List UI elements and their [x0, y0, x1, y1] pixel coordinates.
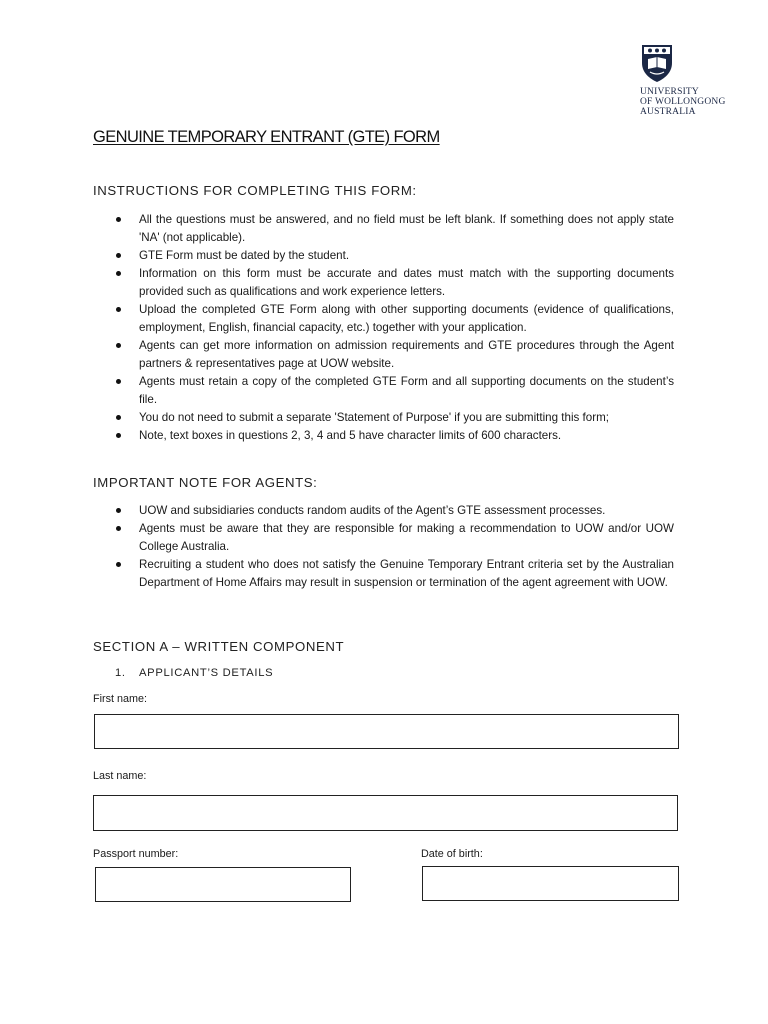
agents-heading: IMPORTANT NOTE FOR AGENTS: [93, 475, 318, 490]
date-of-birth-label: Date of birth: [421, 848, 483, 860]
applicant-details-subheading [115, 667, 273, 679]
date-of-birth-field[interactable] [422, 866, 679, 901]
last-name-field[interactable] [93, 795, 678, 831]
uow-crest-icon [640, 43, 674, 83]
instruction-item: Upload the completed GTE Form along with other supporting documents (evidence of qualifications, employment, English, financial capacity, etc.) together with your application. [93, 301, 674, 337]
instruction-item: All the questions must be answered, and no field must be left blank. If something does not apply state 'NA' (not applicable). [93, 211, 674, 247]
subsection-number: 1. [115, 667, 126, 679]
logo-line-australia: AUSTRALIA [640, 107, 696, 117]
passport-number-field[interactable] [95, 867, 351, 902]
agent-note-item: UOW and subsidiaries conducts random audits of the Agent’s GTE assessment processes. [93, 502, 674, 520]
agent-note-item: Recruiting a student who does not satisfy the Genuine Temporary Entrant criteria set by the Australian Department of Home Affairs may result in suspension or termination of the agent agreement with UOW. [93, 556, 674, 592]
instructions-heading: INSTRUCTIONS FOR COMPLETING THIS FORM: [93, 183, 417, 198]
first-name-field[interactable] [94, 714, 679, 749]
instruction-item: GTE Form must be dated by the student. [93, 247, 674, 265]
instruction-item: Agents can get more information on admission requirements and GTE procedures through the Agent partners & representatives page at UOW website. [93, 337, 674, 373]
form-title: GENUINE TEMPORARY ENTRANT (GTE) FORM [93, 128, 440, 146]
logo-line-wollongong: OF WOLLONGONG [640, 97, 726, 107]
instruction-item: Agents must retain a copy of the completed GTE Form and all supporting documents on the student’s file. [93, 373, 674, 409]
section-a-heading: SECTION A – WRITTEN COMPONENT [93, 639, 345, 654]
instruction-item: You do not need to submit a separate 'Statement of Purpose' if you are submitting this form; [93, 409, 674, 427]
logo-line-university: UNIVERSITY [640, 87, 699, 97]
last-name-label: Last name: [93, 770, 147, 782]
instruction-item: Note, text boxes in questions 2, 3, 4 and 5 have character limits of 600 characters. [93, 427, 674, 445]
instructions-list [93, 211, 674, 445]
university-logo [640, 43, 750, 117]
instruction-item: Information on this form must be accurate and dates must match with the supporting documents provided such as qualifications and work experience letters. [93, 265, 674, 301]
agents-list [93, 502, 674, 592]
agent-note-item: Agents must be aware that they are responsible for making a recommendation to UOW and/or UOW College Australia. [93, 520, 674, 556]
first-name-label: First name: [93, 693, 147, 705]
subsection-title: APPLICANT’S DETAILS [139, 667, 274, 679]
passport-number-label: Passport number: [93, 848, 179, 860]
